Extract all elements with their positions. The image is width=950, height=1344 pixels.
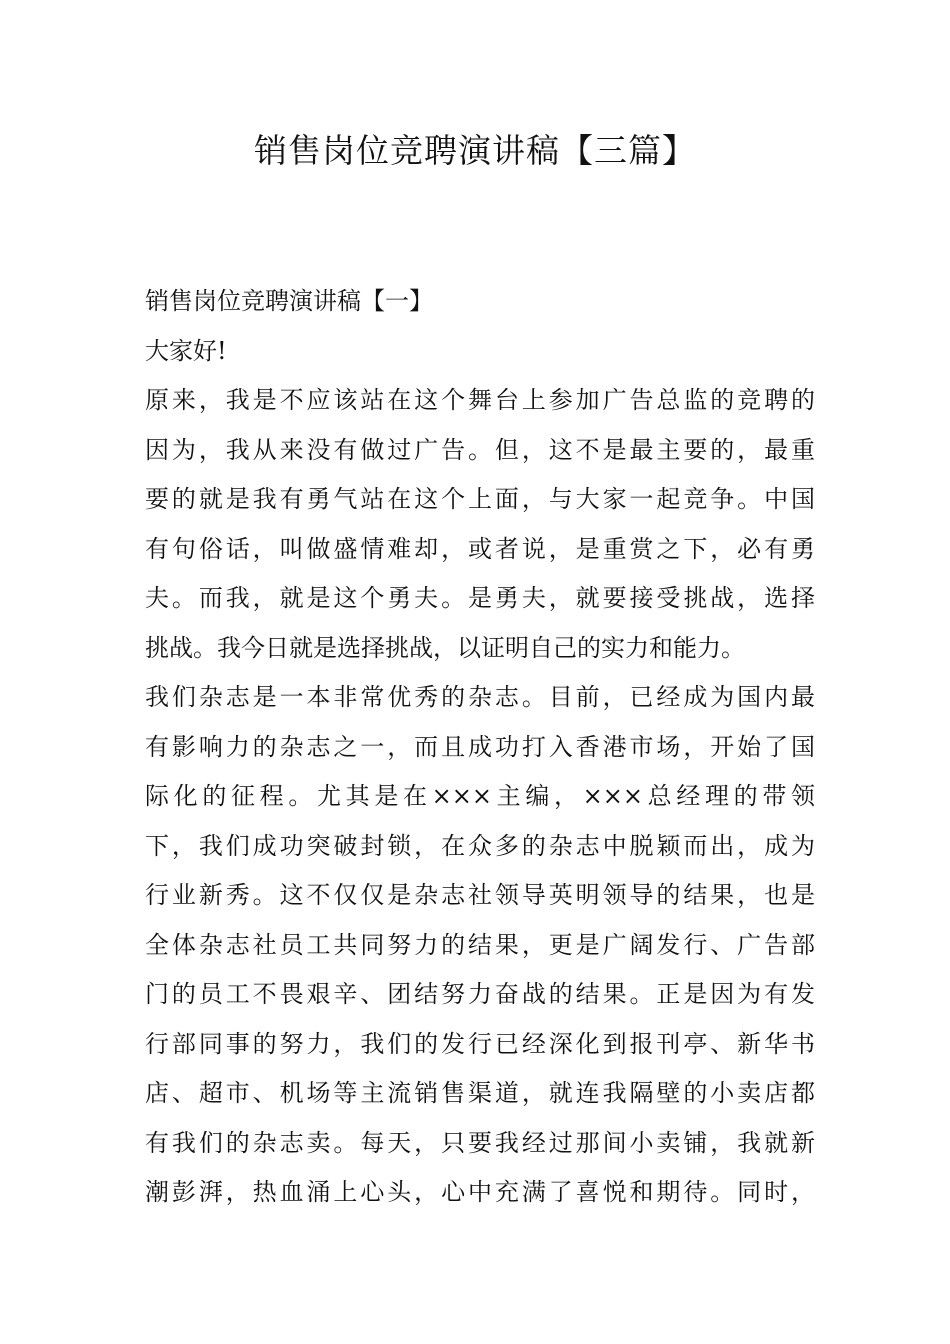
text-line: 原来，我是不应该站在这个舞台上参加广告总监的竞聘的 <box>145 386 815 414</box>
text-line: 因为，我从来没有做过广告。但，这不是最主要的，最重 <box>145 435 815 464</box>
text-line: 店、超市、机场等主流销售渠道，就连我隔壁的小卖店都 <box>145 1079 815 1107</box>
text-line: 有我们的杂志卖。每天，只要我经过那间小卖铺，我就新 <box>145 1128 815 1157</box>
paragraph-2 <box>145 673 815 1218</box>
text-line: 有影响力的杂志之一，而且成功打入香港市场，开始了国 <box>145 732 815 761</box>
text-line: 夫。而我，就是这个勇夫。是勇夫，就要接受挑战，选择 <box>145 584 815 612</box>
text-line: 行部同事的努力，我们的发行已经深化到报刊亭、新华书 <box>145 1029 815 1058</box>
text-line: 下，我们成功突破封锁，在众多的杂志中脱颖而出，成为 <box>145 831 815 860</box>
text-line: 有句俗话，叫做盛情难却，或者说，是重赏之下，必有勇 <box>145 534 815 563</box>
text-line: 际化的征程。尤其是在×××主编，×××总经理的带领 <box>145 782 815 810</box>
text-line: 潮彭湃，热血涌上心头，心中充满了喜悦和期待。同时， <box>145 1178 815 1206</box>
section-heading: 销售岗位竞聘演讲稿【一】 <box>145 287 433 315</box>
text-line: 我们杂志是一本非常优秀的杂志。目前，已经成为国内最 <box>145 683 815 711</box>
document-title: 销售岗位竞聘演讲稿【三篇】 <box>254 131 696 170</box>
text-line: 行业新秀。这不仅仅是杂志社领导英明领导的结果，也是 <box>145 881 815 909</box>
text-line: 门的员工不畏艰辛、团结努力奋战的结果。正是因为有发 <box>145 980 815 1008</box>
text-line: 挑战。我今日就是选择挑战，以证明自己的实力和能力。 <box>145 633 745 662</box>
greeting: 大家好! <box>145 336 227 365</box>
text-line: 全体杂志社员工共同努力的结果，更是广阔发行、广告部 <box>145 930 815 959</box>
document-body <box>145 277 815 1218</box>
paragraph-1 <box>145 376 815 673</box>
text-line: 要的就是我有勇气站在这个上面，与大家一起竞争。中国 <box>145 485 815 513</box>
